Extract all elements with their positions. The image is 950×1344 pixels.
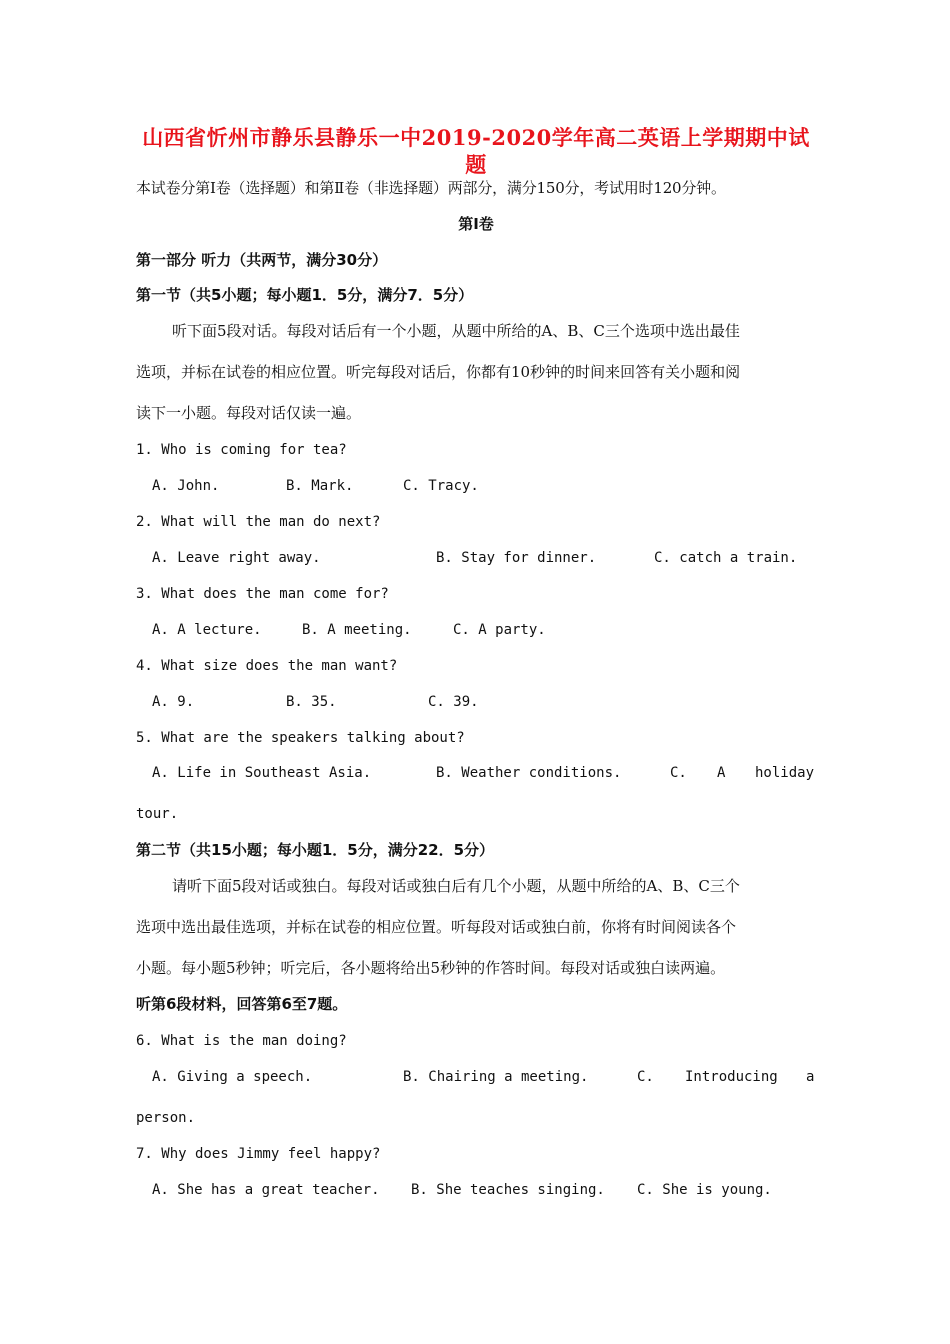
intro-text: 本试卷分第Ⅰ卷（选择题）和第Ⅱ卷（非选择题）两部分，满分150分，考试用时120分钟。 [136,179,726,197]
question-3-option-c: C. A party. [453,622,546,638]
question-6-option-c-letter: C. [637,1069,654,1085]
question-3-stem: 3. What does the man come for? [136,586,389,602]
question-2-option-c: C. catch a train. [654,550,798,566]
section2-instruction-2: 选项中选出最佳选项，并标在试卷的相应位置。听每段对话或独白前，你将有时间阅读各个 [136,918,737,936]
material-6-heading: 听第6段材料，回答第6至7题。 [136,995,348,1013]
question-6-option-a: A. Giving a speech. [152,1069,313,1085]
question-2-stem: 2. What will the man do next? [136,514,381,530]
section1-instruction-1: 听下面5段对话。每段对话后有一个小题，从题中所给的A、B、C三个选项中选出最佳 [172,322,740,340]
exam-title-line2: 题 [465,152,487,177]
part1-heading: 第一部分 听力（共两节，满分30分） [136,251,388,269]
question-3-option-a: A. A lecture. [152,622,262,638]
question-5-option-a: A. Life in Southeast Asia. [152,765,372,781]
section1-instruction-3: 读下一小题。每段对话仅读一遍。 [136,404,362,422]
question-7-option-a: A. She has a great teacher. [152,1182,380,1198]
exam-title-line1: 山西省忻州市静乐县静乐一中2019-2020学年高二英语上学期期中试 [142,125,810,150]
question-1-option-a: A. John. [152,478,220,494]
question-6-option-c-word1: Introducing [685,1069,778,1085]
question-6-option-c-word2: a [806,1069,815,1085]
question-4-option-b: B. 35. [286,694,337,710]
volume-heading: 第Ⅰ卷 [458,215,494,233]
question-6-option-c-word3: person. [136,1110,196,1126]
question-5-option-c-word3: tour. [136,806,179,822]
question-5-option-c-word1: A [717,765,726,781]
question-1-option-b: B. Mark. [286,478,354,494]
section2-heading: 第二节（共15小题；每小题1．5分，满分22．5分） [136,841,495,859]
question-5-option-b: B. Weather conditions. [436,765,622,781]
question-7-stem: 7. Why does Jimmy feel happy? [136,1146,381,1162]
question-1-stem: 1. Who is coming for tea? [136,442,347,458]
question-7-option-b: B. She teaches singing. [411,1182,605,1198]
section1-heading: 第一节（共5小题；每小题1．5分，满分7．5分） [136,286,474,304]
question-6-stem: 6. What is the man doing? [136,1033,347,1049]
question-4-option-a: A. 9. [152,694,195,710]
question-5-option-c-letter: C. [670,765,687,781]
question-4-option-c: C. 39. [428,694,479,710]
question-4-stem: 4. What size does the man want? [136,658,398,674]
question-2-option-a: A. Leave right away. [152,550,321,566]
section2-instruction-3: 小题。每小题5秒钟；听完后，各小题将给出5秒钟的作答时间。每段对话或独白读两遍。 [136,959,726,977]
question-2-option-b: B. Stay for dinner. [436,550,597,566]
question-1-option-c: C. Tracy. [403,478,479,494]
question-6-option-b: B. Chairing a meeting. [403,1069,589,1085]
question-5-stem: 5. What are the speakers talking about? [136,730,465,746]
question-5-option-c-word2: holiday [755,765,815,781]
section2-instruction-1: 请听下面5段对话或独白。每段对话或独白后有几个小题，从题中所给的A、B、C三个 [172,877,740,895]
section1-instruction-2: 选项，并标在试卷的相应位置。听完每段对话后，你都有10秒钟的时间来回答有关小题和阅 [136,363,741,381]
question-3-option-b: B. A meeting. [302,622,412,638]
question-7-option-c: C. She is young. [637,1182,772,1198]
